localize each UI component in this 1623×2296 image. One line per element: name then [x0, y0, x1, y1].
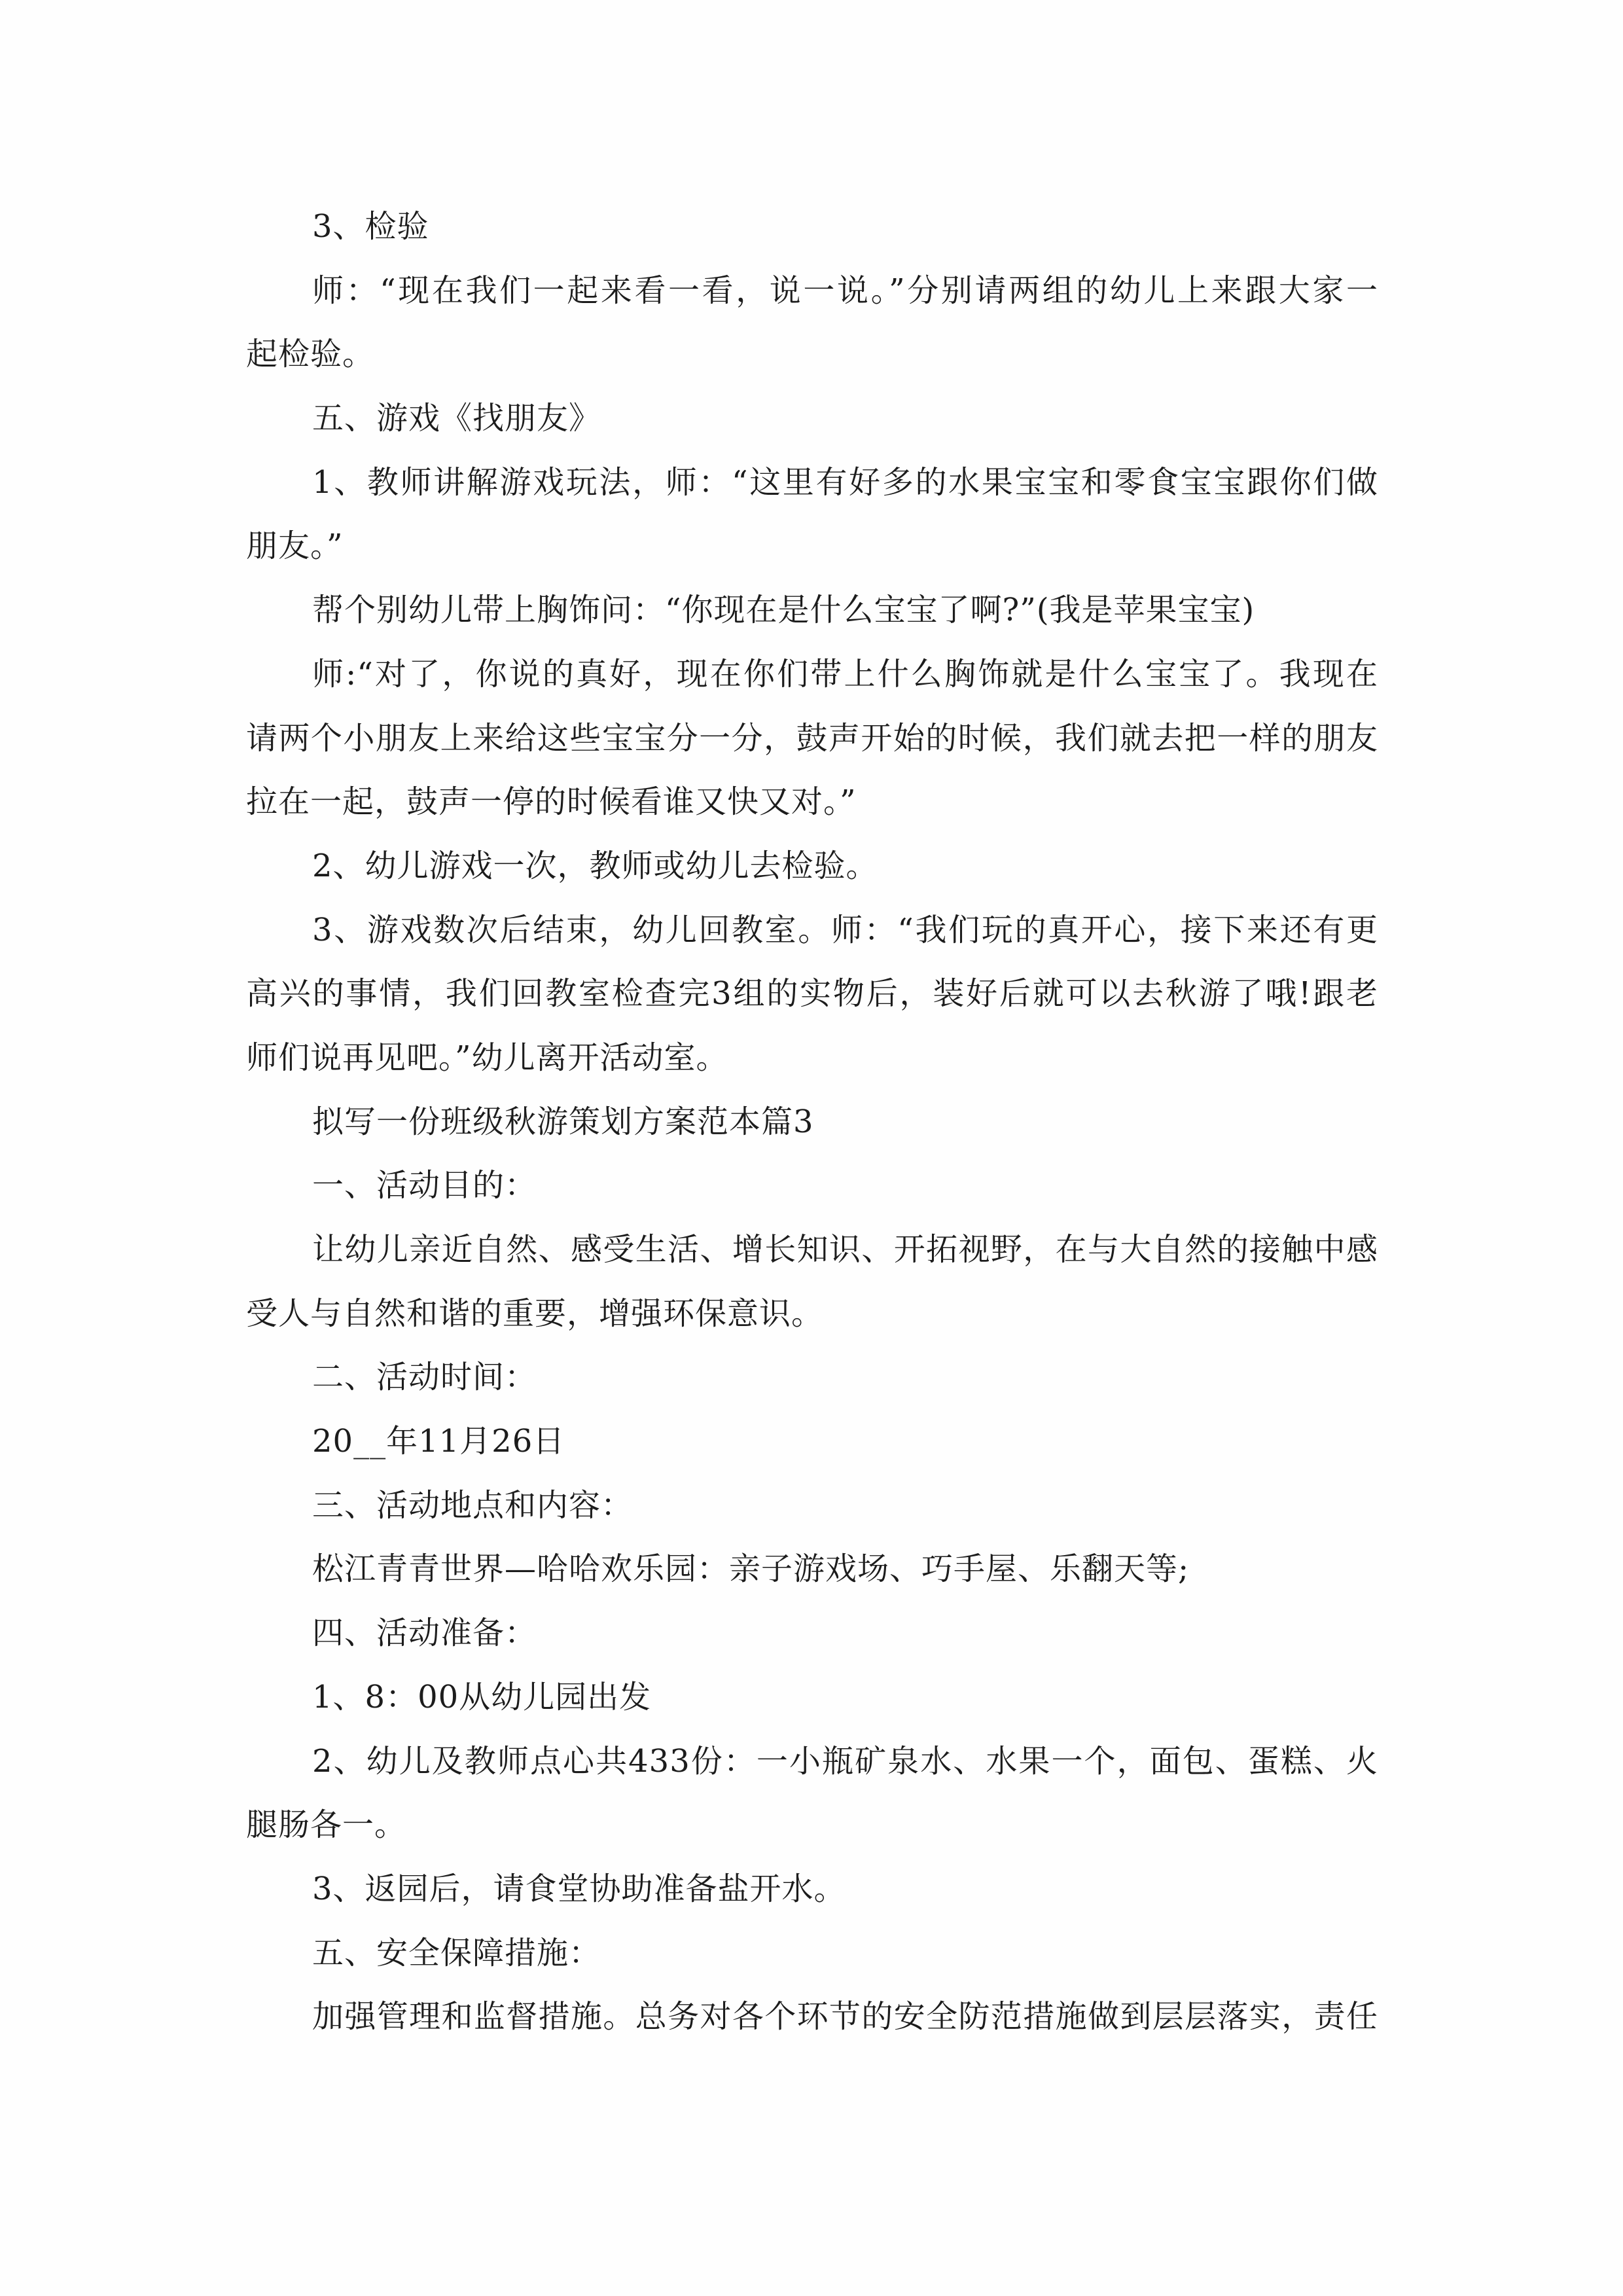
text-line: 高兴的事情，我们回教室检查完3组的实物后，装好后就可以去秋游了哦!跟老 [246, 975, 1378, 1013]
paragraph [246, 1537, 1378, 1602]
text-line: 五、游戏《找朋友》 [312, 400, 601, 437]
text-line: 朋友。” [246, 528, 344, 565]
text-line: 拉在一起，鼓声一停的时候看谁又快又对。” [246, 783, 857, 821]
text-line: 加强管理和监督措施。总务对各个环节的安全防范措施做到层层落实，责任 [312, 1998, 1378, 2036]
text-line: 三、活动地点和内容： [312, 1486, 633, 1524]
document-body [246, 195, 1378, 2049]
text-line: 1、教师讲解游戏玩法，师：“这里有好多的水果宝宝和零食宝宝跟你们做 [312, 463, 1378, 501]
text-line: 受人与自然和谐的重要，增强环保意识。 [246, 1295, 824, 1332]
text-line: 请两个小朋友上来给这些宝宝分一分，鼓声开始的时候，我们就去把一样的朋友 [246, 719, 1378, 757]
text-line: 起检验。 [246, 336, 375, 373]
text-line: 1、8：00从幼儿园出发 [312, 1678, 652, 1715]
text-line: 四、活动准备： [312, 1615, 537, 1652]
section-heading [246, 387, 1378, 451]
paragraph [246, 579, 1378, 643]
text-line: 二、活动时间： [312, 1359, 537, 1396]
paragraph [246, 899, 1378, 1090]
section-heading [246, 1922, 1378, 1986]
text-line: 师:“对了，你说的真好，现在你们带上什么胸饰就是什么宝宝了。我现在 [312, 655, 1378, 692]
paragraph [246, 1410, 1378, 1474]
text-line: 师：“现在我们一起来看一看，说一说。”分别请两组的幼儿上来跟大家一 [312, 272, 1378, 309]
paragraph [246, 1857, 1378, 1922]
paragraph [246, 1730, 1378, 1857]
section-heading [246, 1346, 1378, 1410]
text-line: 2、幼儿游戏一次，教师或幼儿去检验。 [312, 847, 878, 884]
paragraph [246, 1666, 1378, 1730]
text-line: 帮个别幼儿带上胸饰问：“你现在是什么宝宝了啊?”(我是苹果宝宝) [312, 592, 1255, 629]
text-line: 拟写一份班级秋游策划方案范本篇3 [312, 1103, 814, 1140]
text-line: 3、检验 [312, 208, 429, 245]
text-line: 腿肠各一。 [246, 1806, 407, 1844]
section-heading [246, 1154, 1378, 1218]
text-line: 松江青青世界—哈哈欢乐园：亲子游戏场、巧手屋、乐翻天等; [312, 1551, 1190, 1588]
text-line: 五、安全保障措施： [312, 1934, 601, 1971]
text-line: 2、幼儿及教师点心共433份：一小瓶矿泉水、水果一个，面包、蛋糕、火 [312, 1742, 1378, 1780]
section-item-check [246, 195, 1378, 259]
text-line: 一、活动目的： [312, 1167, 537, 1204]
text-line: 20__年11月26日 [312, 1423, 565, 1460]
paragraph [246, 259, 1378, 387]
text-line: 让幼儿亲近自然、感受生活、增长知识、开拓视野，在与大自然的接触中感 [312, 1231, 1378, 1268]
paragraph [246, 834, 1378, 899]
text-line: 师们说再见吧。”幼儿离开活动室。 [246, 1039, 728, 1076]
paragraph [246, 643, 1378, 834]
paragraph [246, 1218, 1378, 1346]
section-heading [246, 1474, 1378, 1538]
paragraph [246, 451, 1378, 579]
section-heading [246, 1602, 1378, 1666]
document-title [246, 1090, 1378, 1155]
text-line: 3、游戏数次后结束，幼儿回教室。师：“我们玩的真开心，接下来还有更 [312, 911, 1378, 948]
text-line: 3、返园后，请食堂协助准备盐开水。 [312, 1870, 846, 1907]
paragraph [246, 1985, 1378, 2049]
